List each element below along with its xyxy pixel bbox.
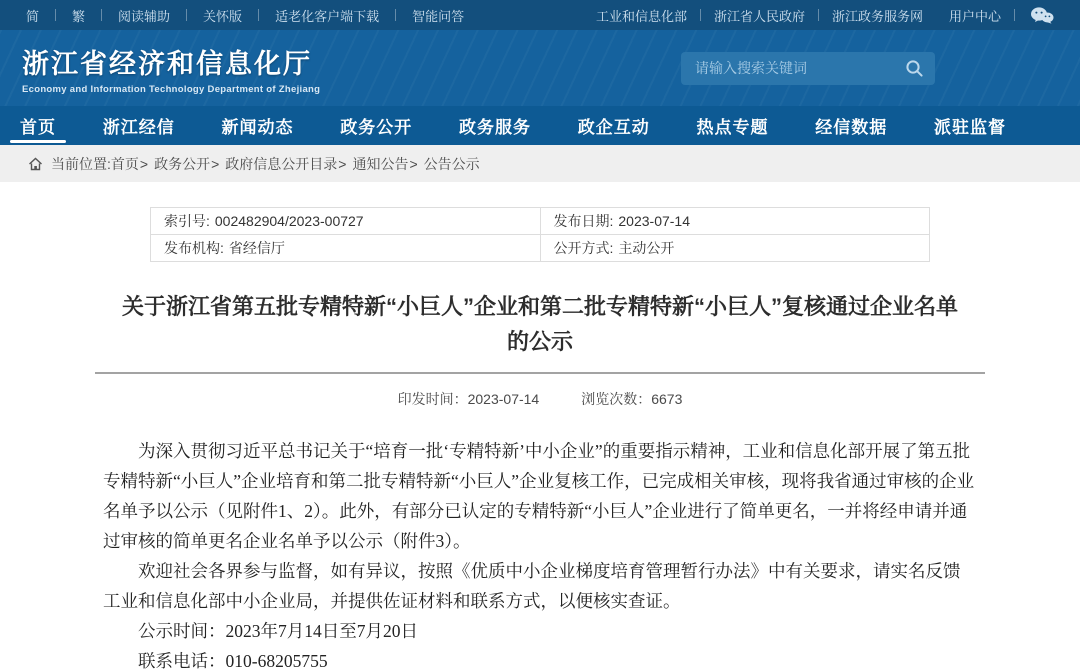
article-title: 关于浙江省第五批专精特新“小巨人”企业和第二批专精特新“小巨人”复核通过企业名单的公示 bbox=[121, 294, 958, 354]
search-icon[interactable] bbox=[905, 59, 924, 83]
nav-item-gov-services[interactable]: 政务服务 bbox=[459, 118, 531, 137]
breadcrumb-separator: > bbox=[338, 155, 347, 172]
meta-label: 公开方式: bbox=[553, 240, 614, 256]
meta-cell-index-number bbox=[151, 208, 541, 235]
nav-item-gov-enterprise-interaction[interactable]: 政企互动 bbox=[577, 118, 650, 137]
meta-cell-publish-date bbox=[540, 208, 930, 235]
view-count: 浏览次数：6673 bbox=[581, 391, 683, 407]
article-meta-line bbox=[95, 389, 985, 409]
home-icon bbox=[28, 157, 43, 171]
site-subtitle: Economy and Information Technology Department of Zhejiang bbox=[22, 83, 321, 95]
breadcrumb-separator: > bbox=[139, 155, 149, 172]
divider bbox=[818, 9, 819, 21]
meta-value: 2023-07-14 bbox=[618, 213, 691, 229]
article-content bbox=[95, 182, 985, 670]
breadcrumb bbox=[0, 145, 1080, 182]
divider bbox=[258, 9, 259, 21]
link-user-center[interactable]: 用户中心 bbox=[948, 8, 1001, 24]
nav-item-jingxin-data[interactable]: 经信数据 bbox=[815, 118, 888, 137]
site-title: 浙江省经济和信息化厅 bbox=[22, 48, 312, 79]
breadcrumb-separator: > bbox=[409, 155, 418, 172]
paragraph: 欢迎社会各界参与监督，如有异议，按照《优质中小企业梯度培育管理暂行办法》中有关要求，请实名反馈工业和信息化部中小企业局，并提供佐证材料和联系方式，以便核实查证。 bbox=[103, 561, 961, 611]
meta-label: 索引号: bbox=[164, 213, 210, 229]
nav-item-news[interactable]: 新闻动态 bbox=[221, 118, 294, 137]
nav-item-zhejiang-jingxin[interactable]: 浙江经信 bbox=[102, 118, 175, 137]
wechat-icon[interactable] bbox=[1030, 6, 1054, 24]
nav-item-dispatched-supervision[interactable]: 派驻监督 bbox=[934, 118, 1006, 137]
meta-cell-publishing-agency bbox=[151, 235, 541, 262]
publicity-period-line: 公示时间：2023年7月14日至7月20日 bbox=[138, 621, 418, 641]
search-input[interactable] bbox=[681, 52, 935, 85]
breadcrumb-separator: > bbox=[211, 155, 220, 172]
breadcrumb-item-notices[interactable]: 通知公告 bbox=[352, 155, 409, 172]
divider bbox=[101, 9, 102, 21]
link-smart-qa[interactable]: 智能问答 bbox=[412, 8, 465, 24]
meta-value: 省经信厅 bbox=[228, 240, 285, 256]
divider bbox=[395, 9, 396, 21]
document-meta-table bbox=[150, 207, 930, 262]
nav-item-hot-topics[interactable]: 热点专题 bbox=[696, 118, 769, 137]
breadcrumb-item-announcements[interactable]: 公告公示 bbox=[423, 155, 480, 172]
breadcrumb-item-gov-disclosure[interactable]: 政务公开 bbox=[154, 155, 211, 172]
table-row bbox=[151, 235, 930, 262]
breadcrumb-prefix: 当前位置: bbox=[51, 155, 111, 172]
divider bbox=[55, 9, 56, 21]
divider bbox=[700, 9, 701, 21]
meta-label: 发布日期: bbox=[553, 213, 614, 229]
topbar-left-links bbox=[26, 6, 464, 25]
main-nav bbox=[0, 106, 1080, 145]
print-time: 印发时间：2023-07-14 bbox=[397, 391, 540, 407]
link-miit[interactable]: 工业和信息化部 bbox=[595, 8, 687, 24]
title-divider bbox=[95, 372, 985, 374]
breadcrumb-item-home[interactable]: 首页 bbox=[110, 155, 139, 172]
contact-phone-line: 联系电话：010-68205755 bbox=[138, 651, 328, 670]
link-simplified-chinese[interactable]: 简 bbox=[26, 8, 40, 24]
search-box bbox=[681, 52, 935, 85]
meta-label: 发布机构: bbox=[164, 240, 224, 256]
table-row bbox=[151, 208, 930, 235]
meta-value: 主动公开 bbox=[618, 240, 675, 256]
link-zhejiang-gov[interactable]: 浙江省人民政府 bbox=[713, 8, 805, 24]
link-reading-assist[interactable]: 阅读辅助 bbox=[118, 8, 171, 24]
link-elderly-client-download[interactable]: 适老化客户端下载 bbox=[275, 8, 380, 24]
top-utility-bar bbox=[0, 0, 1080, 30]
topbar-right-links bbox=[596, 6, 1054, 25]
paragraph: 为深入贯彻习近平总书记关于“培育一批‘专精特新’中小企业”的重要指示精神，工业和信息化部开展了第五批专精特新“小巨人”企业培育和第二批专精特新“小巨人”企业复核工作，已完成相关审核，现将我省通过审核的企业名单予以公示（见附件1、2）。此外，有部分已认定的专精特新“小巨人”企业进行了简单更名，一并将经申请并通过审核的简单更名企业名单予以公示（附件3）。 bbox=[103, 441, 975, 551]
link-traditional-chinese[interactable]: 繁 bbox=[72, 8, 86, 24]
article-body bbox=[95, 436, 985, 670]
nav-item-home[interactable]: 首页 bbox=[20, 106, 56, 145]
link-zhejiang-service-net[interactable]: 浙江政务服务网 bbox=[831, 8, 923, 24]
link-care-version[interactable]: 关怀版 bbox=[203, 8, 243, 24]
breadcrumb-item-info-catalog[interactable]: 政府信息公开目录 bbox=[225, 155, 338, 172]
nav-item-gov-disclosure[interactable]: 政务公开 bbox=[340, 118, 413, 137]
meta-cell-disclosure-mode bbox=[540, 235, 930, 262]
site-brand[interactable] bbox=[22, 42, 320, 95]
divider bbox=[186, 9, 187, 21]
divider bbox=[1014, 9, 1015, 21]
site-header bbox=[0, 30, 1080, 106]
meta-value: 002482904/2023-00727 bbox=[214, 213, 364, 229]
